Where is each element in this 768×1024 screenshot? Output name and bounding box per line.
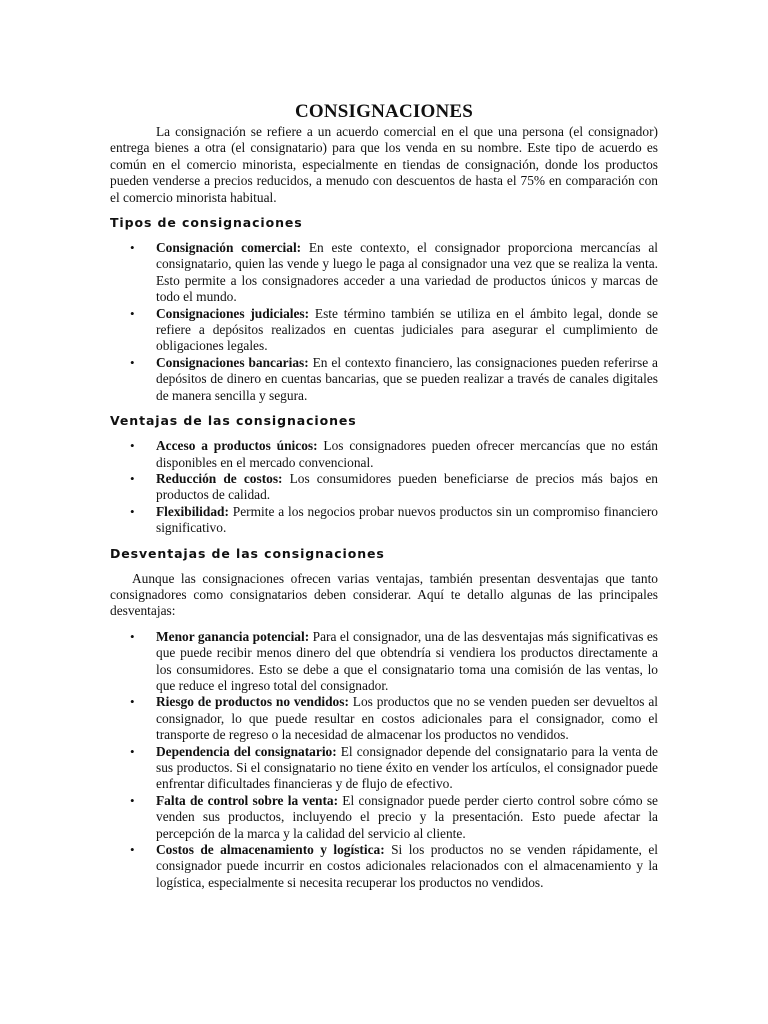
section-heading-ventajas: Ventajas de las consignaciones bbox=[110, 413, 357, 429]
item-text: Para el consignador, una de las desventajas más significativas es que puede recibir menos dinero del que obtendría si vendiera los productos directamente a los consumidores. Esto se debe a que el consignatario toma una comisión de las ventas, lo que reduce el ingreso total del consignador. bbox=[156, 628, 659, 693]
bullet-icon: • bbox=[130, 240, 135, 256]
item-term: Consignaciones bancarias: bbox=[156, 354, 309, 370]
list-item bbox=[110, 240, 658, 306]
list-item bbox=[110, 355, 658, 404]
list-tipos bbox=[110, 240, 658, 404]
bullet-icon: • bbox=[130, 354, 135, 370]
item-text: En este contexto, el consignador proporciona mercancías al consignatario, quien las vende y luego le paga al consignador una vez que se realiza la venta. Esto permite a los consignadores acceder a una variedad de productos únicos y marcas de todo el mundo. bbox=[156, 240, 658, 305]
intro-paragraph: La consignación se refiere a un acuerdo comercial en el que una persona (el consignador) entrega bienes a otra (el consignatario) para que los venda en su nombre. Este tipo de acuerdo es común en el comercio minorista, especialmente en tiendas de consignación, donde los productos pueden venderse a precios reducidos, a menudo con descuentos de hasta el 75% en comparación con el comercio minorista habitual. bbox=[110, 124, 658, 205]
bullet-icon: • bbox=[130, 503, 135, 519]
list-item bbox=[110, 744, 658, 793]
item-text: El consignador depende del consignatario para la venta de sus productos. Si el consignatario no tiene éxito en vender los artículos, el consignador puede enfrentar dificultades financieras y de flujo de efectivo. bbox=[156, 743, 658, 792]
list-item bbox=[110, 793, 658, 842]
bullet-icon: • bbox=[130, 470, 135, 486]
bullet-icon: • bbox=[130, 842, 135, 858]
bullet-icon: • bbox=[130, 305, 135, 321]
list-item bbox=[110, 438, 658, 471]
section-heading-desventajas: Desventajas de las consignaciones bbox=[110, 545, 385, 561]
item-term: Flexibilidad: bbox=[156, 503, 229, 519]
item-term: Reducción de costos: bbox=[156, 470, 283, 486]
desventajas-intro-paragraph: Aunque las consignaciones ofrecen varias ventajas, también presentan desventajas que tanto consignadores como consignatarios deben considerar. Aquí te detallo algunas de las principales desventajas: bbox=[110, 570, 658, 619]
bullet-icon: • bbox=[130, 628, 135, 644]
item-text: Los productos que no se venden pueden ser devueltos al consignador, lo que puede resultar en costos adicionales para el consignador, como el transporte de regreso o la necesidad de almacenar los productos no vendidos. bbox=[156, 694, 659, 743]
list-item bbox=[110, 306, 658, 355]
document-title: CONSIGNACIONES bbox=[294, 101, 474, 122]
bullet-icon: • bbox=[130, 743, 135, 759]
item-term: Riesgo de productos no vendidos: bbox=[156, 694, 349, 710]
item-text: El consignador puede perder cierto control sobre cómo se venden sus productos, incluyendo el precio y la presentación. Esto puede afectar la percepción de la marca y la calidad del servicio al cliente. bbox=[156, 792, 658, 841]
item-term: Dependencia del consignatario: bbox=[156, 743, 337, 759]
list-ventajas bbox=[110, 438, 658, 536]
list-item bbox=[110, 471, 658, 504]
item-term: Falta de control sobre la venta: bbox=[156, 792, 339, 808]
document-page bbox=[110, 100, 658, 891]
item-text: Permite a los negocios probar nuevos productos sin un compromiso financiero significativo. bbox=[156, 503, 658, 536]
bullet-icon: • bbox=[130, 438, 135, 454]
bullet-icon: • bbox=[130, 792, 135, 808]
item-term: Menor ganancia potencial: bbox=[156, 628, 310, 644]
item-text: Los consignadores pueden ofrecer mercancías que no están disponibles en el mercado convencional. bbox=[156, 438, 659, 470]
bullet-icon: • bbox=[130, 694, 135, 710]
item-term: Consignaciones judiciales: bbox=[156, 305, 310, 321]
item-text: Este término también se utiliza en el ámbito legal, donde se refiere a depósitos realizados en cuentas judiciales para asegurar el cumplimiento de obligaciones legales. bbox=[156, 305, 658, 354]
list-desventajas bbox=[110, 629, 658, 892]
list-item bbox=[110, 842, 658, 891]
item-term: Consignación comercial: bbox=[156, 240, 302, 256]
item-text: En el contexto financiero, las consignaciones pueden referirse a depósitos de dinero en cuentas bancarias, que se pueden realizar a través de canales digitales de manera sencilla y segura. bbox=[156, 354, 659, 403]
list-item bbox=[110, 694, 658, 743]
section-heading-tipos: Tipos de consignaciones bbox=[110, 215, 303, 231]
item-term: Costos de almacenamiento y logística: bbox=[156, 842, 385, 858]
item-term: Acceso a productos únicos: bbox=[156, 438, 318, 454]
list-item bbox=[110, 504, 658, 537]
item-text: Los consumidores pueden beneficiarse de precios más bajos en productos de calidad. bbox=[156, 470, 658, 503]
list-item bbox=[110, 629, 658, 695]
item-text: Si los productos no se venden rápidamente, el consignador puede incurrir en costos adicionales relacionados con el almacenamiento y la logística, especialmente si necesita recuperar los productos no vendidos. bbox=[156, 842, 658, 890]
